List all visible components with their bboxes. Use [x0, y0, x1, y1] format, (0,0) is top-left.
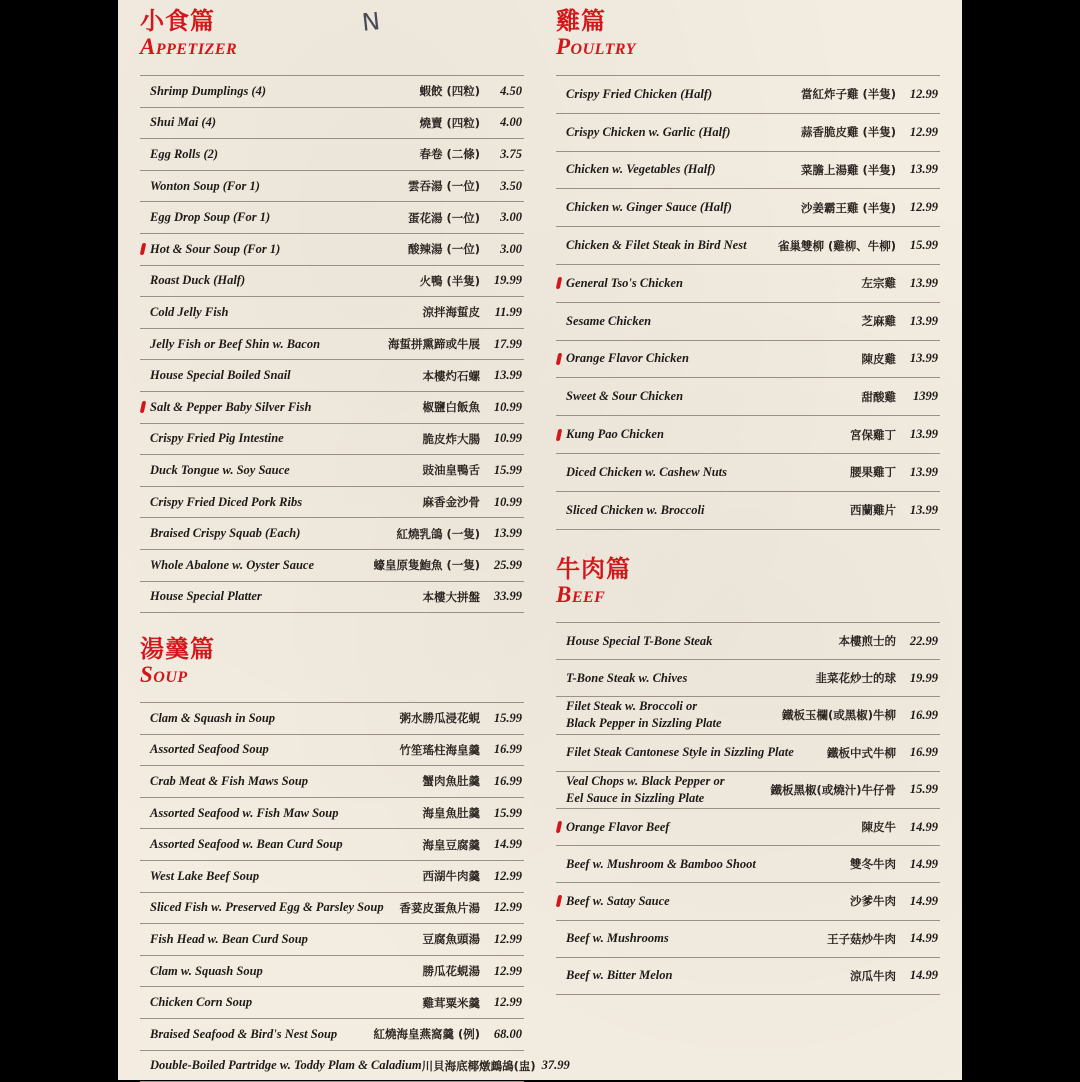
item-name-zh: 豉油皇鴨舌 — [422, 463, 480, 478]
item-price: 12.99 — [493, 931, 522, 946]
menu-item-row — [140, 1051, 570, 1082]
item-name-zh: 豆腐魚頭湯 — [422, 932, 480, 947]
item-name-zh: 竹笙瑤柱海皇羹 — [399, 742, 480, 757]
item-price: 14.99 — [909, 931, 938, 946]
item-price: 16.99 — [493, 742, 522, 757]
section-title-en: Soup — [140, 662, 188, 687]
menu-item-row — [140, 766, 524, 798]
item-name-en: Roast Duck (Half) — [150, 273, 246, 288]
item-name-en: General Tso's Chicken — [566, 275, 683, 290]
item-name-en: Sweet & Sour Chicken — [566, 389, 684, 404]
menu-item-row — [140, 392, 524, 424]
item-price: 16.99 — [909, 707, 938, 722]
menu-item-row — [556, 114, 940, 152]
menu-item-row — [140, 924, 524, 956]
item-name-en: Crispy Chicken w. Garlic (Half) — [566, 124, 731, 139]
section-title-zh: 小食篇 — [140, 7, 215, 35]
item-name-zh: 雞茸粟米羹 — [422, 995, 480, 1010]
item-name-zh: 陳皮雞 — [861, 351, 896, 366]
item-price: 13.99 — [909, 427, 938, 442]
handwritten-annotation: N — [360, 7, 382, 37]
item-name-en: Duck Tongue w. Soy Sauce — [150, 462, 290, 477]
item-name-en: Braised Crispy Squab (Each) — [150, 526, 301, 541]
item-name-zh: 鐵板玉欄(或黑椒)牛柳 — [781, 708, 896, 723]
item-name-en: Clam & Squash in Soup — [150, 710, 276, 725]
menu-item-row — [140, 893, 524, 925]
item-name-zh: 雲吞湯 (一位) — [407, 179, 480, 194]
item-price: 3.75 — [500, 146, 522, 161]
item-name-zh: 紅燒海皇燕窩羹 (例) — [373, 1027, 480, 1042]
soup-list — [140, 702, 570, 1082]
menu-item-row — [140, 266, 524, 298]
item-price: 14.99 — [909, 893, 938, 908]
item-name-en: Chicken w. Vegetables (Half) — [566, 162, 716, 177]
item-name-zh: 麻香金沙骨 — [422, 495, 480, 510]
item-name-en-line2: Black Pepper in Sizzling Plate — [566, 716, 722, 731]
poultry-list — [556, 75, 940, 530]
item-price: 13.99 — [909, 275, 938, 290]
item-name-zh: 蛋花湯 (一位) — [407, 210, 480, 225]
menu-item-row — [556, 378, 940, 416]
menu-item-row — [140, 234, 524, 266]
menu-item-row — [556, 227, 940, 265]
item-name-zh: 陳皮牛 — [861, 820, 896, 835]
appetizer-list — [140, 75, 524, 613]
menu-item-row — [140, 987, 524, 1019]
item-price: 4.50 — [500, 83, 522, 98]
item-name-zh: 腰果雞丁 — [850, 465, 896, 480]
menu-item-row — [556, 265, 940, 303]
item-name-zh: 韭菜花炒士的球 — [815, 671, 896, 686]
item-price: 15.99 — [493, 805, 522, 820]
item-name-zh: 火鴨 (半隻) — [419, 273, 480, 288]
item-name-zh: 當紅炸子雞 (半隻) — [800, 87, 896, 102]
item-price: 12.99 — [493, 868, 522, 883]
item-name-en: Sesame Chicken — [566, 313, 652, 328]
item-price: 4.00 — [500, 115, 522, 130]
menu-item-row — [140, 108, 524, 140]
section-title-en: Beef — [556, 582, 606, 607]
item-name-en: Crispy Fried Chicken (Half) — [566, 86, 713, 101]
item-name-en: Whole Abalone w. Oyster Sauce — [150, 557, 315, 572]
item-name-en: Orange Flavor Chicken — [566, 351, 689, 366]
item-name-en: Chicken w. Ginger Sauce (Half) — [566, 200, 732, 215]
item-name-en: Egg Drop Soup (For 1) — [150, 210, 271, 225]
item-name-zh: 菜膽上湯雞 (半隻) — [800, 162, 896, 177]
menu-item-row — [140, 861, 524, 893]
item-name-zh: 左宗雞 — [861, 276, 896, 291]
menu-item-row — [140, 455, 524, 487]
item-name-zh: 川貝海底椰燉鷓鴣(盅) — [421, 1058, 536, 1073]
item-price: 19.99 — [909, 670, 938, 685]
menu-item-row — [140, 550, 524, 582]
menu-item-row — [556, 76, 940, 114]
item-name-en-line1: Veal Chops w. Black Pepper or — [566, 773, 725, 788]
item-name-en: Sliced Chicken w. Broccoli — [566, 502, 705, 517]
item-name-zh: 王子菇炒牛肉 — [827, 931, 896, 946]
item-name-en: Braised Seafood & Bird's Nest Soup — [150, 1026, 338, 1041]
section-title-zh: 牛肉篇 — [556, 555, 631, 583]
item-name-zh: 蒜香脆皮雞 (半隻) — [800, 125, 896, 140]
menu-item-row — [556, 660, 940, 697]
menu-item-row — [556, 341, 940, 379]
item-name-zh: 酸辣湯 (一位) — [407, 242, 480, 257]
menu-item-row — [140, 360, 524, 392]
item-price: 14.99 — [909, 856, 938, 871]
section-title-en: Appetizer — [140, 34, 238, 59]
item-name-zh: 紅燒乳鴿 (一隻) — [396, 526, 480, 541]
item-name-zh: 香荽皮蛋魚片湯 — [399, 900, 480, 915]
menu-item-row — [556, 697, 940, 734]
item-name-en — [556, 773, 725, 807]
item-name-en: Wonton Soup (For 1) — [150, 178, 260, 193]
item-name-en: Filet Steak Cantonese Style in Sizzling Plate — [566, 745, 794, 760]
item-price: 10.99 — [493, 431, 522, 446]
item-name-en: Assorted Seafood w. Fish Maw Soup — [150, 805, 339, 820]
item-name-zh: 本樓灼石螺 — [422, 368, 480, 383]
item-price: 33.99 — [493, 589, 522, 604]
menu-item-row — [140, 487, 524, 519]
item-price: 13.99 — [909, 351, 938, 366]
item-name-en: Diced Chicken w. Cashew Nuts — [566, 464, 728, 479]
item-name-zh: 沙姜霸王雞 (半隻) — [800, 200, 896, 215]
item-name-en: Sliced Fish w. Preserved Egg & Parsley Soup — [150, 900, 384, 915]
item-price: 22.99 — [909, 633, 938, 648]
menu-item-row — [556, 454, 940, 492]
item-name-zh: 脆皮炸大腸 — [422, 431, 480, 446]
menu-item-row — [140, 329, 524, 361]
item-price: 12.99 — [493, 900, 522, 915]
menu-item-row — [556, 152, 940, 190]
item-name-en: Crab Meat & Fish Maws Soup — [150, 773, 309, 788]
menu-item-row — [556, 189, 940, 227]
menu-item-row — [556, 809, 940, 846]
item-name-zh: 燒賣 (四粒) — [419, 115, 480, 130]
item-name-zh: 蝦餃 (四粒) — [419, 84, 480, 99]
item-price: 13.99 — [909, 162, 938, 177]
item-name-en: Kung Pao Chicken — [566, 427, 664, 442]
item-price: 14.99 — [909, 819, 938, 834]
item-name-en: Hot & Sour Soup (For 1) — [150, 241, 281, 256]
item-price: 1399 — [913, 389, 938, 404]
item-name-zh: 涼瓜牛肉 — [850, 968, 896, 983]
item-name-en: Chicken Corn Soup — [150, 995, 253, 1010]
menu-item-row — [556, 623, 940, 660]
item-price: 15.99 — [909, 782, 938, 797]
item-name-zh: 沙爹牛肉 — [850, 894, 896, 909]
item-price: 16.99 — [909, 745, 938, 760]
menu-item-row — [556, 303, 940, 341]
item-price: 14.99 — [493, 837, 522, 852]
item-name-zh: 涼拌海蜇皮 — [422, 305, 480, 320]
menu-item-row — [556, 492, 940, 530]
beef-list — [556, 622, 940, 995]
section-title-zh: 雞篇 — [556, 7, 606, 35]
item-price: 12.99 — [493, 963, 522, 978]
item-name-zh: 海蜇拼熏蹄或牛展 — [388, 337, 480, 352]
item-name-en: Beef w. Mushrooms — [566, 931, 669, 946]
item-name-en: Crispy Fried Diced Pork Ribs — [150, 494, 303, 509]
item-name-en: Cold Jelly Fish — [150, 304, 229, 319]
menu-item-row — [140, 735, 524, 767]
item-price: 13.99 — [909, 313, 938, 328]
item-name-zh: 粥水勝瓜浸花蜆 — [399, 711, 480, 726]
item-name-en-line2: Eel Sauce in Sizzling Plate — [566, 790, 705, 805]
item-price: 12.99 — [909, 86, 938, 101]
menu-item-row — [140, 202, 524, 234]
item-price: 3.00 — [500, 210, 522, 225]
item-price: 13.99 — [909, 502, 938, 517]
item-name-en: Shrimp Dumplings (4) — [150, 83, 267, 98]
item-price: 19.99 — [493, 273, 522, 288]
item-name-zh: 蠔皇原隻鮑魚 (一隻) — [373, 558, 480, 573]
menu-item-row — [140, 1019, 524, 1051]
item-name-en: T-Bone Steak w. Chives — [566, 670, 688, 685]
item-price: 11.99 — [494, 304, 522, 319]
item-name-en: Crispy Fried Pig Intestine — [150, 431, 284, 446]
item-name-en: House Special Boiled Snail — [150, 368, 291, 383]
item-name-en: Fish Head w. Bean Curd Soup — [150, 931, 308, 946]
appetizer-heading — [140, 8, 237, 60]
item-name-en: Assorted Seafood w. Bean Curd Soup — [150, 837, 343, 852]
item-name-zh: 蟹肉魚肚羹 — [422, 774, 480, 789]
menu-item-row — [140, 582, 524, 614]
item-name-zh: 芝麻雞 — [861, 314, 896, 329]
item-name-en: Beef w. Satay Sauce — [566, 893, 670, 908]
item-name-en: Double-Boiled Partridge w. Toddy Plam & Caladium — [150, 1058, 422, 1073]
menu-item-row — [140, 424, 524, 456]
item-name-zh: 春卷 (二條) — [419, 147, 480, 162]
menu-item-row — [556, 416, 940, 454]
item-price: 3.00 — [500, 241, 522, 256]
item-name-en: Chicken & Filet Steak in Bird Nest — [566, 238, 747, 253]
item-price: 25.99 — [493, 557, 522, 572]
menu-item-row — [140, 829, 524, 861]
item-price: 12.99 — [493, 995, 522, 1010]
item-name-en — [556, 698, 722, 732]
item-name-zh: 椒鹽白飯魚 — [422, 400, 480, 415]
item-name-zh: 鐵板中式牛柳 — [827, 745, 896, 760]
item-name-en-line1: Filet Steak w. Broccoli or — [566, 699, 698, 714]
item-price: 3.50 — [500, 178, 522, 193]
item-price: 10.99 — [493, 399, 522, 414]
item-name-zh: 本樓大拼盤 — [422, 589, 480, 604]
menu-item-row — [140, 139, 524, 171]
item-name-zh: 甜酸雞 — [861, 389, 896, 404]
section-title-en: Poultry — [556, 34, 637, 59]
soup-heading — [140, 636, 215, 688]
item-name-en: Egg Rolls (2) — [150, 146, 219, 161]
item-price: 37.99 — [541, 1058, 570, 1073]
item-name-en: Assorted Seafood Soup — [150, 742, 269, 757]
menu-item-row — [556, 772, 940, 809]
item-name-en: Clam w. Squash Soup — [150, 963, 263, 978]
item-price: 12.99 — [909, 200, 938, 215]
menu-item-row — [140, 171, 524, 203]
item-name-zh: 宮保雞丁 — [850, 427, 896, 442]
item-name-zh: 海皇豆腐羹 — [422, 837, 480, 852]
menu-item-row — [140, 518, 524, 550]
item-name-en: House Special Platter — [150, 589, 262, 604]
menu-item-row — [556, 883, 940, 920]
item-price: 15.99 — [493, 462, 522, 477]
item-name-zh: 鐵板黑椒(或燒汁)牛仔骨 — [770, 782, 896, 797]
menu-page — [118, 0, 962, 1080]
section-title-zh: 湯羹篇 — [140, 635, 215, 663]
item-price: 13.99 — [493, 526, 522, 541]
item-name-en: West Lake Beef Soup — [150, 868, 260, 883]
item-price: 68.00 — [493, 1026, 522, 1041]
menu-item-row — [140, 76, 524, 108]
item-price: 12.99 — [909, 124, 938, 139]
menu-item-row — [140, 956, 524, 988]
item-price: 13.99 — [909, 464, 938, 479]
item-name-en: Shui Mai (4) — [150, 115, 216, 130]
item-price: 14.99 — [909, 968, 938, 983]
menu-item-row — [140, 297, 524, 329]
item-name-zh: 海皇魚肚羹 — [422, 806, 480, 821]
menu-item-row — [140, 798, 524, 830]
item-name-en: Jelly Fish or Beef Shin w. Bacon — [150, 336, 321, 351]
menu-item-row — [556, 735, 940, 772]
item-price: 13.99 — [493, 368, 522, 383]
menu-item-row — [556, 921, 940, 958]
item-name-en: Beef w. Bitter Melon — [566, 968, 673, 983]
item-price: 15.99 — [909, 238, 938, 253]
item-name-en: House Special T-Bone Steak — [566, 633, 713, 648]
item-price: 10.99 — [493, 494, 522, 509]
item-name-zh: 西湖牛肉羹 — [422, 869, 480, 884]
menu-item-row — [556, 958, 940, 995]
item-name-zh: 雀巢雙柳 (雞柳、牛柳) — [777, 238, 896, 253]
item-name-en: Salt & Pepper Baby Silver Fish — [150, 399, 312, 414]
beef-heading — [556, 556, 631, 608]
item-name-zh: 本樓煎士的 — [838, 634, 896, 649]
item-name-zh: 西蘭雞片 — [850, 503, 896, 518]
item-price: 16.99 — [493, 773, 522, 788]
item-price: 15.99 — [493, 710, 522, 725]
item-name-en: Orange Flavor Beef — [566, 819, 670, 834]
item-name-zh: 雙冬牛肉 — [850, 857, 896, 872]
item-price: 17.99 — [493, 336, 522, 351]
menu-item-row — [556, 846, 940, 883]
menu-item-row — [140, 703, 524, 735]
item-name-zh: 勝瓜花蜆湯 — [422, 964, 480, 979]
item-name-en: Beef w. Mushroom & Bamboo Shoot — [566, 856, 756, 871]
poultry-heading — [556, 8, 636, 60]
